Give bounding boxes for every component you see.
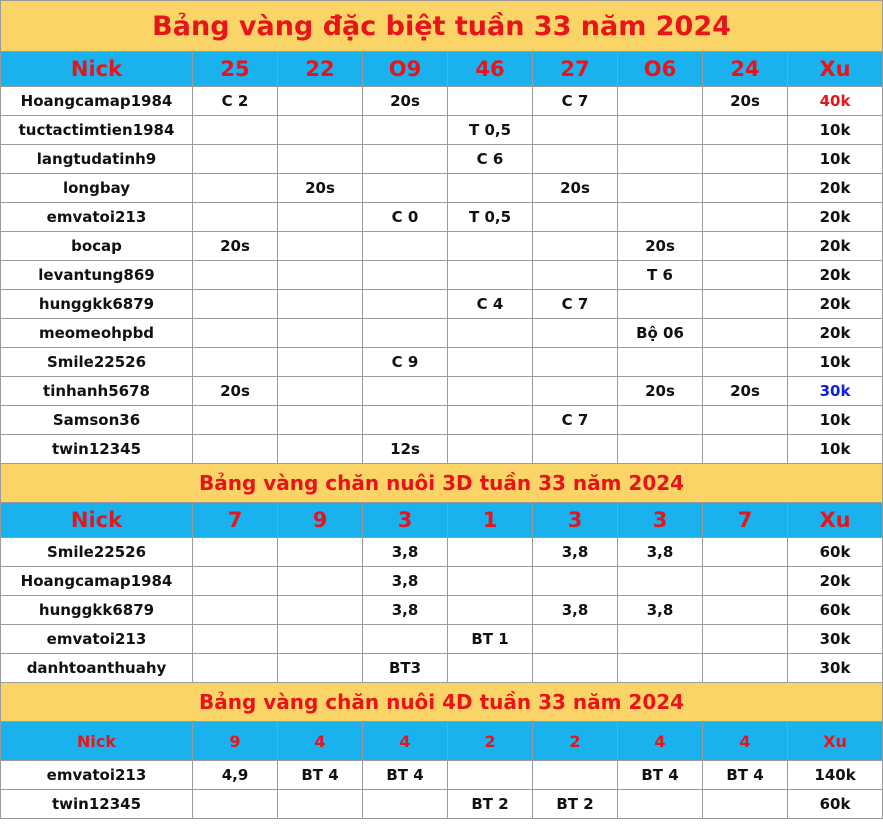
table-cell — [618, 625, 703, 654]
table-cell — [703, 203, 788, 232]
table-cell — [618, 87, 703, 116]
table-cell: 3,8 — [363, 538, 448, 567]
table-cell — [193, 203, 278, 232]
table-cell — [703, 790, 788, 819]
table-cell — [448, 654, 533, 683]
table-cell — [278, 625, 363, 654]
table-cell — [278, 290, 363, 319]
table-cell — [533, 761, 618, 790]
table-cell — [278, 319, 363, 348]
table-cell — [618, 348, 703, 377]
xu-cell: 10k — [788, 348, 883, 377]
table-row — [1, 790, 883, 819]
header-row — [1, 503, 883, 538]
table-cell: C 4 — [448, 290, 533, 319]
table-cell: 4,9 — [193, 761, 278, 790]
table-cell: T 0,5 — [448, 203, 533, 232]
table-row — [1, 435, 883, 464]
table-cell — [193, 348, 278, 377]
header-number: 27 — [533, 52, 618, 87]
table-cell — [703, 232, 788, 261]
table-cell — [278, 435, 363, 464]
header-number: 9 — [278, 503, 363, 538]
table-cell — [448, 87, 533, 116]
table-cell: 3,8 — [533, 538, 618, 567]
header-row — [1, 722, 883, 761]
table-cell — [533, 654, 618, 683]
table-cell: 20s — [533, 174, 618, 203]
table-cell — [618, 290, 703, 319]
table-cell — [618, 145, 703, 174]
header-nick: Nick — [1, 503, 193, 538]
table-cell — [703, 116, 788, 145]
header-nick: Nick — [1, 722, 193, 761]
table-cell — [363, 377, 448, 406]
nick-cell: hunggkk6879 — [1, 290, 193, 319]
header-number: 4 — [278, 722, 363, 761]
table-cell — [193, 538, 278, 567]
xu-cell: 140k — [788, 761, 883, 790]
table-cell: 20s — [618, 377, 703, 406]
header-number: 3 — [533, 503, 618, 538]
header-number: 3 — [363, 503, 448, 538]
header-number: O9 — [363, 52, 448, 87]
xu-cell: 20k — [788, 567, 883, 596]
table-cell — [278, 567, 363, 596]
table-cell — [703, 348, 788, 377]
header-number: 9 — [193, 722, 278, 761]
table-cell — [448, 761, 533, 790]
nick-cell: meomeohpbd — [1, 319, 193, 348]
table-cell — [278, 203, 363, 232]
table-cell — [703, 319, 788, 348]
table-cell: C 7 — [533, 290, 618, 319]
table-cell: C 6 — [448, 145, 533, 174]
xu-cell: 60k — [788, 538, 883, 567]
section-title-row — [1, 464, 883, 503]
table-cell — [703, 145, 788, 174]
table-cell — [363, 319, 448, 348]
nick-cell: Hoangcamap1984 — [1, 567, 193, 596]
table-cell: T 0,5 — [448, 116, 533, 145]
xu-cell: 30k — [788, 625, 883, 654]
nick-cell: emvatoi213 — [1, 625, 193, 654]
table-row — [1, 145, 883, 174]
section-title: Bảng vàng chăn nuôi 3D tuần 33 năm 2024 — [1, 464, 883, 503]
table-cell — [278, 377, 363, 406]
table-cell: 3,8 — [618, 538, 703, 567]
table-cell — [703, 654, 788, 683]
xu-cell: 40k — [788, 87, 883, 116]
table-cell — [618, 203, 703, 232]
nick-cell: bocap — [1, 232, 193, 261]
section-title: Bảng vàng đặc biệt tuần 33 năm 2024 — [1, 1, 883, 52]
table-cell — [363, 790, 448, 819]
table-cell — [703, 596, 788, 625]
header-xu: Xu — [788, 52, 883, 87]
table-cell: 3,8 — [618, 596, 703, 625]
header-number: 4 — [363, 722, 448, 761]
header-number: 46 — [448, 52, 533, 87]
header-number: 1 — [448, 503, 533, 538]
table-row — [1, 377, 883, 406]
table-cell — [703, 538, 788, 567]
table-row — [1, 625, 883, 654]
table-cell — [278, 145, 363, 174]
table-cell — [363, 406, 448, 435]
table-cell — [448, 406, 533, 435]
table-cell: 20s — [703, 377, 788, 406]
table-cell — [193, 319, 278, 348]
table-cell — [703, 567, 788, 596]
nick-cell: Smile22526 — [1, 348, 193, 377]
table-cell: 20s — [618, 232, 703, 261]
header-xu: Xu — [788, 722, 883, 761]
table-cell — [278, 406, 363, 435]
table-cell — [278, 232, 363, 261]
section-title: Bảng vàng chăn nuôi 4D tuần 33 năm 2024 — [1, 683, 883, 722]
table-cell — [618, 654, 703, 683]
xu-cell: 10k — [788, 145, 883, 174]
table-cell — [703, 261, 788, 290]
header-number: 24 — [703, 52, 788, 87]
xu-cell: 60k — [788, 596, 883, 625]
table-cell: BT 4 — [618, 761, 703, 790]
nick-cell: Samson36 — [1, 406, 193, 435]
table-cell — [363, 174, 448, 203]
table-cell — [448, 261, 533, 290]
table-row — [1, 567, 883, 596]
table-cell: BT 1 — [448, 625, 533, 654]
table-cell — [533, 232, 618, 261]
table-cell — [703, 625, 788, 654]
nick-cell: Hoangcamap1984 — [1, 87, 193, 116]
table-cell — [193, 435, 278, 464]
xu-cell: 20k — [788, 261, 883, 290]
nick-cell: emvatoi213 — [1, 761, 193, 790]
table-row — [1, 319, 883, 348]
table-cell: 20s — [278, 174, 363, 203]
table-cell — [448, 538, 533, 567]
table-cell — [193, 145, 278, 174]
header-number: 4 — [618, 722, 703, 761]
table-cell — [448, 174, 533, 203]
table-row — [1, 290, 883, 319]
table-cell — [533, 567, 618, 596]
table-cell — [278, 596, 363, 625]
header-row — [1, 52, 883, 87]
xu-cell: 20k — [788, 203, 883, 232]
table-cell — [533, 435, 618, 464]
table-row — [1, 654, 883, 683]
header-number: 7 — [703, 503, 788, 538]
table-row — [1, 538, 883, 567]
xu-cell: 20k — [788, 319, 883, 348]
nick-cell: Smile22526 — [1, 538, 193, 567]
nick-cell: emvatoi213 — [1, 203, 193, 232]
table-cell — [363, 232, 448, 261]
table-cell — [618, 174, 703, 203]
table-row — [1, 203, 883, 232]
table-cell: 3,8 — [363, 567, 448, 596]
table-cell — [193, 261, 278, 290]
nick-cell: longbay — [1, 174, 193, 203]
nick-cell: danhtoanthuahy — [1, 654, 193, 683]
table-cell — [363, 290, 448, 319]
table-cell — [448, 348, 533, 377]
table-cell — [363, 145, 448, 174]
table-row — [1, 761, 883, 790]
table-cell — [533, 145, 618, 174]
table-cell: T 6 — [618, 261, 703, 290]
table-cell: C 0 — [363, 203, 448, 232]
header-nick: Nick — [1, 52, 193, 87]
table-cell — [193, 116, 278, 145]
table-cell — [703, 406, 788, 435]
table-cell — [278, 261, 363, 290]
header-number: 4 — [703, 722, 788, 761]
table-cell — [703, 435, 788, 464]
header-xu: Xu — [788, 503, 883, 538]
table-cell — [278, 116, 363, 145]
xu-cell: 20k — [788, 290, 883, 319]
table-cell — [193, 790, 278, 819]
table-cell — [448, 232, 533, 261]
xu-cell: 10k — [788, 116, 883, 145]
table-cell — [448, 319, 533, 348]
table-cell — [448, 567, 533, 596]
nick-cell: langtudatinh9 — [1, 145, 193, 174]
table-cell: 20s — [193, 377, 278, 406]
xu-cell: 30k — [788, 654, 883, 683]
section-title-row — [1, 1, 883, 52]
table-cell — [448, 377, 533, 406]
table-cell — [193, 174, 278, 203]
header-number: 25 — [193, 52, 278, 87]
table-cell — [533, 625, 618, 654]
table-row — [1, 87, 883, 116]
table-cell — [193, 654, 278, 683]
table-cell — [533, 116, 618, 145]
header-number: 2 — [533, 722, 618, 761]
table-cell — [278, 538, 363, 567]
table-cell: Bộ 06 — [618, 319, 703, 348]
header-number: 2 — [448, 722, 533, 761]
table-cell — [533, 319, 618, 348]
table-cell: C 7 — [533, 87, 618, 116]
nick-cell: levantung869 — [1, 261, 193, 290]
table-cell — [363, 625, 448, 654]
xu-cell: 10k — [788, 406, 883, 435]
table-cell — [533, 348, 618, 377]
xu-cell: 20k — [788, 174, 883, 203]
table-cell: C 9 — [363, 348, 448, 377]
table-row — [1, 596, 883, 625]
table-cell: BT 4 — [363, 761, 448, 790]
table-cell: C 2 — [193, 87, 278, 116]
table-cell — [363, 116, 448, 145]
table-row — [1, 348, 883, 377]
nick-cell: twin12345 — [1, 790, 193, 819]
table-cell — [278, 87, 363, 116]
table-cell: BT 2 — [533, 790, 618, 819]
table-cell — [533, 203, 618, 232]
table-cell: 20s — [363, 87, 448, 116]
table-row — [1, 116, 883, 145]
table-cell: 3,8 — [533, 596, 618, 625]
table-cell — [193, 596, 278, 625]
table-cell — [193, 290, 278, 319]
table-cell: 20s — [703, 87, 788, 116]
xu-cell: 10k — [788, 435, 883, 464]
nick-cell: twin12345 — [1, 435, 193, 464]
table-cell: 3,8 — [363, 596, 448, 625]
table-cell — [193, 406, 278, 435]
table-cell — [618, 406, 703, 435]
table-cell — [533, 377, 618, 406]
table-cell: BT 4 — [703, 761, 788, 790]
table-cell — [618, 790, 703, 819]
header-number: 7 — [193, 503, 278, 538]
header-number: O6 — [618, 52, 703, 87]
table-cell — [193, 567, 278, 596]
table-cell — [278, 654, 363, 683]
table-cell — [278, 790, 363, 819]
table-row — [1, 174, 883, 203]
table-cell — [618, 567, 703, 596]
table-cell — [533, 261, 618, 290]
table-cell — [703, 290, 788, 319]
section-title-row — [1, 683, 883, 722]
table-cell — [193, 625, 278, 654]
table-cell — [363, 261, 448, 290]
table-cell — [278, 348, 363, 377]
table-row — [1, 232, 883, 261]
nick-cell: tuctactimtien1984 — [1, 116, 193, 145]
xu-cell: 60k — [788, 790, 883, 819]
table-cell: BT3 — [363, 654, 448, 683]
table-cell — [703, 174, 788, 203]
nick-cell: hunggkk6879 — [1, 596, 193, 625]
table-cell — [448, 435, 533, 464]
header-number: 22 — [278, 52, 363, 87]
table-cell: C 7 — [533, 406, 618, 435]
nick-cell: tinhanh5678 — [1, 377, 193, 406]
table-row — [1, 261, 883, 290]
table-cell: BT 2 — [448, 790, 533, 819]
table-cell: BT 4 — [278, 761, 363, 790]
xu-cell: 20k — [788, 232, 883, 261]
table-cell: 20s — [193, 232, 278, 261]
header-number: 3 — [618, 503, 703, 538]
table-cell: 12s — [363, 435, 448, 464]
table-cell — [618, 116, 703, 145]
table-cell — [448, 596, 533, 625]
table-cell — [618, 435, 703, 464]
xu-cell: 30k — [788, 377, 883, 406]
table-row — [1, 406, 883, 435]
